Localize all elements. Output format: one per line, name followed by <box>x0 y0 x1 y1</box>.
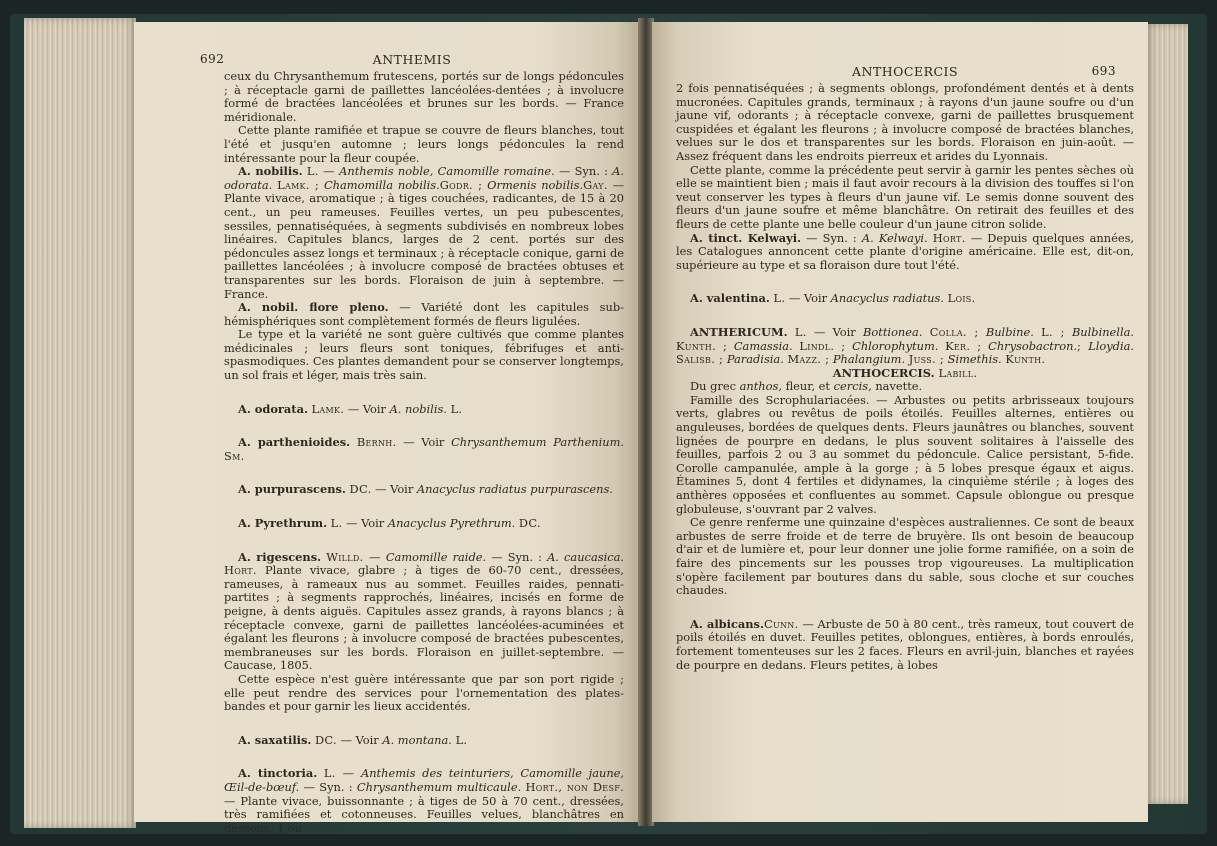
running-head-title: ANTHOCERCIS <box>851 64 959 79</box>
entry-parthenioides: A. parthenioides. Bernh. — Voir Chrysanthemum Parthenium. Sm. <box>224 435 625 463</box>
continuation-paragraph: ceux du Chrysanthemum frutescens, portés sur de longs pédoncules ; à réceptacle garni de paillettes lancéolées-dentées ; à involucre formé de bractées lancéolées et brunes sur les bords. — France méridionale. <box>224 69 624 124</box>
entry-saxatilis: A. saxatilis. DC. — Voir A. montana. L. <box>238 732 468 747</box>
running-head-title: ANTHEMIS <box>372 52 452 67</box>
paragraph: Famille des Scrophulariacées. — Arbustes ou petits arbrisseaux toujours verts, glabres ou revêtus de poils étoilés. Feuilles alternes, entières ou anguleuses, bordées de quelques dents. Fleurs jaunâtres ou blanches, souvent lignées de pourpre en dedans, le plus souvent solitaires à l'aisselle des feuilles, parfois 2 ou 3 au sommet du pédoncule. Calice persistant, 5-fide. Corolle campanulée, ample à la gorge ; à 5 lobes presque égaux et aigus. Étamines 5, dont 4 fertiles et didynames, la cinquième stérile ; à loges des anthères opposées et confluentes au sommet. Capsule oblongue ou presque globuleuse, s'ouvrant par 2 valves. <box>676 392 1134 516</box>
right-text <box>676 82 1134 672</box>
entry-anthericum: ANTHERICUM. L. — Voir Bottionea. Colla. ; Bulbine. L. ; Bulbinella. Kunth. ; Camassia. Lindl. ; Chlorophytum. Ker. ; Chrysobactron.; Lloydia. Salisb. ; Paradisia. Mazz. ; Phalangium. Juss. ; Simethis. Kunth. <box>676 324 1135 367</box>
entry-pyrethrum: A. Pyrethrum. L. — Voir Anacyclus Pyrethrum. DC. <box>238 516 541 531</box>
entry-odorata: A. odorata. Lamk. — Voir A. nobilis. L. <box>238 401 463 416</box>
etymology: Du grec anthos, fleur, et cercis, navette. <box>690 379 923 394</box>
entry-kelwayi: A. tinct. Kelwayi. — Syn. : A. Kelwayi. Hort. — Depuis quelques années, les Catalogues annoncent cette plante d'origine américaine. Elle est, dit-on, supérieure au type et sa floraison dure tout l'été. <box>676 230 1135 272</box>
page-number: 693 <box>1091 64 1116 78</box>
running-head <box>676 64 1134 80</box>
entry-nobilis: A. nobilis. L. — Anthemis noble, Camomille romaine. — Syn. : A. odorata. Lamk. ; Chamomilla nobilis.Godr. ; Ormenis nobilis.Gay. — Plante vivace, aromatique ; à tiges couchées, radicantes, de 15 à 20 cent., un peu rameuses. Feuilles vertes, un peu pubescentes, sessiles, pennatiséquées, à segments subdivisés en nombreux lobes linéaires. Capitules blancs, larges de 2 cent. portés sur des pédoncules assez longs et terminaux ; à réceptacle conique, garni de paillettes lancéolées ; à involucre composé de bractées obtuses et transparentes sur les bords. Floraison de juin à septembre. — France. <box>224 164 625 301</box>
entry-flore-pleno: A. nobil. flore pleno. — Variété dont les capitules sub-hémisphériques sont complètement formés de fleurs ligulées. <box>224 300 624 328</box>
entry-purpurascens: A. purpurascens. DC. — Voir Anacyclus radiatus purpurascens. <box>238 482 613 497</box>
left-text <box>224 70 624 835</box>
left-page <box>134 22 640 835</box>
entry-tinctoria: A. tinctoria. L. — Anthemis des teinturiers, Camomille jaune, Œil-de-bœuf. — Syn. : Chrysanthemum multicaule. Hort., non Desf. — Plante vivace, buissonnante ; à tiges de 50 à 70 cent., dressées, très ramifiées et cotonneuses. Feuilles velues, blanchâtres en dessous, 1 ou <box>224 766 625 835</box>
paragraph: Cette plante, comme la précédente peut servir à garnir les pentes sèches où elle se maintient bien ; mais il faut avoir recours à la division des touffes si l'on veut conserver les types à fleurs d'un jaune vif. Le semis donne souvent des fleurs d'un jaune soufre et même blanchâtre. On retirait des feuilles et des fleurs de cette plante une belle couleur d'un jaune citron solide. <box>676 162 1134 231</box>
paragraph: Ce genre renferme une quinzaine d'espèces australiennes. Ce sont de beaux arbustes de serre froide et de terre de bruyère. Ils ont besoin de beaucoup d'air et de lumière et, pour leur donner une jolie forme ramifiée, on a soin de faire des pincements sur les pousses trop vigoureuses. La multiplication s'opère facilement par boutures dans du sable, sous cloche et sur couches chaudes. <box>676 515 1134 598</box>
paragraph: Cette espèce n'est guère intéressante que par son port rigide ; elle peut rendre des services pour l'ornementation des plates-bandes et pour garnir les lieux accidentés. <box>224 671 624 714</box>
entry-albicans: A. albicans.Cunn. — Arbuste de 50 à 80 cent., très rameux, tout couvert de poils étoilés en duvet. Feuilles petites, oblongues, entières, à bords enroulés, fortement tomenteuses sur les 2 faces. Fleurs en avril-juin, blanches et rayées de pourpre en dedans. Fleurs petites, à lobes <box>676 616 1135 672</box>
entry-rigescens: A. rigescens. Willd. — Camomille raide. — Syn. : A. caucasica. Hort. Plante vivace, glabre ; à tiges de 60-70 cent., dressées, rameuses, à rameaux nus au sommet. Feuilles raides, pennati-partites ; à segments rapprochés, linéaires, incisés en forme de peigne, à dents aiguës. Capitules assez grands, à rayons blancs ; à réceptacle convexe, garni de paillettes lancéolées-acuminées et égalant les fleurons ; à involucre composé de bractées pubescentes, membraneuses sur les bords. Floraison en juillet-septembre. — Caucase, 1805. <box>224 549 625 673</box>
entry-valentina: A. valentina. L. — Voir Anacyclus radiatus. Lois. <box>690 291 976 306</box>
entry-headword: A. nobil. flore pleno. <box>238 300 389 315</box>
page-edges-left <box>24 18 136 828</box>
continuation-paragraph: 2 fois pennatiséquées ; à segments oblongs, profondément dentés et à dents mucronées. Capitules grands, terminaux ; à rayons d'un jaune soufre ou d'un jaune vif, odorants ; à réceptacle convexe, garni de paillettes brusquement cuspidées et égalant les fleurons ; à involucre composé de bractées blanches, velues sur le dos et transparentes sur les bords. Floraison en juin-août. — Assez fréquent dans les endroits pierreux et arides du Lyonnais. <box>676 81 1134 163</box>
page-number: 692 <box>200 52 225 66</box>
running-head <box>200 52 624 68</box>
genus-heading: ANTHOCERCIS. Labill. <box>832 365 978 380</box>
entry-headword: A. nobilis. <box>238 164 303 179</box>
paragraph: Le type et la variété ne sont guère cultivés que comme plantes médicinales ; leurs fleurs sont toniques, fébrifuges et anti-spasmodiques. Ces plantes demandent pour se conserver longtemps, un sol frais et léger, mais très sain. <box>224 327 624 383</box>
right-page <box>652 22 1148 822</box>
page-edges-right <box>1146 24 1188 804</box>
paragraph: Cette plante ramifiée et trapue se couvre de fleurs blanches, tout l'été et jusqu'en automne ; leurs longs pédoncules la rend intéressante pour la fleur coupée. <box>224 123 624 165</box>
